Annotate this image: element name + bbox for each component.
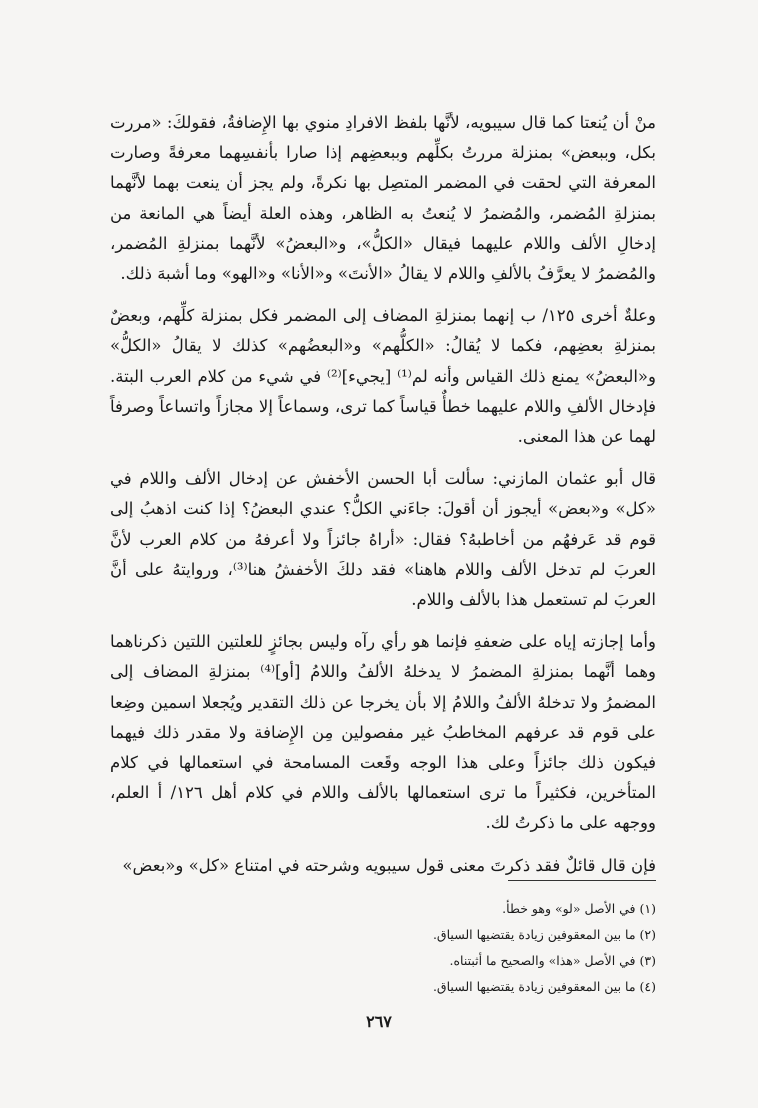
footnote-divider — [508, 880, 656, 881]
main-text — [110, 108, 656, 881]
footnote-3: (٣) في الأصل «هذا» والصحيح ما أثبتناه. — [449, 953, 656, 968]
footnote-4: (٤) ما بين المعقوفين زيادة يقتضيها السياق. — [432, 979, 656, 994]
footnotes — [256, 896, 656, 1000]
paragraph-2: وعلةٌ أخرى ١٢٥/ ب إنهما بمنزلةِ المضاف إلى المضمر فكل بمنزلة كلِّهم، وبعضٌ بمنزلةِ بعضِهم، فكما لا يُقالُ: «الكلُّهم» و«البعضُهم» كذلك لا يقالُ «الكلُّ» و«البعضُ» يمنع ذلك القياس وأنه لم⁽¹⁾ [يجيء]⁽²⁾ في شيء من كلام العرب البتة. فإدخال الألفِ واللام عليهما خطأٌ قياساً كما ترى، وسماعاً إلا مجازاً واتساعاً وصرفاً لهما عن هذا المعنى. — [110, 306, 656, 447]
paragraph-3: قال أبو عثمان المازني: سألت أبا الحسن الأخفش عن إدخال الألف واللام في «كل» و«بعض» أيجوز أن أقولَ: جاءَني الكلُّ؟ عندي البعضُ؟ إذا كنت اذهبُ إلى قوم قد عَرفهُم من أخاطبهُ؟ فقال: «أراهُ جائزاً ولا أعرفهُ من كلام العرب لأنَّ العربَ لم تدخل الألف واللام هاهنا» فقد دلكَ الأخفشُ هنا⁽³⁾، وروايتهُ على أنَّ العربَ لم تستعمل هذا بالألف واللام. — [110, 469, 656, 610]
footnote-2: (٢) ما بين المعقوفين زيادة يقتضيها السياق. — [432, 927, 656, 942]
page-number: ٢٦٧ — [366, 1012, 392, 1031]
paragraph-4: وأما إجازته إياه على ضعفهِ فإنما هو رأي رآه وليس بجائزٍ للعلتين اللتين ذكرناهما وهما أنَّهما بمنزلةِ المضمرُ لا يدخلهُ الألفُ واللامُ [أو]⁽⁴⁾ بمنزلةِ المضاف إلى المضمرُ ولا تدخلهُ الألفُ واللامُ إلا بأن يخرجا عن ذلك التقدير ويُجعلا اسمين وضِعا على قوم قد عرفهم المخاطبُ غير مفصولين مِن الإِضافة ولا مقدر ذلك فيهما فيكون ذلك جائزاً وعلى هذا الوجه وقَعت المسامحة في استعمالها في كلام المتأخرين، فكثيراً ما ترى استعمالها بالألف واللام في كلام أهل ١٢٦/ أ العلم، ووجهه على ما ذكرتُ لك. — [110, 632, 656, 833]
paragraph-5: فإن قال قائلٌ فقد ذكرتَ معنى قول سيبويه وشرحته في امتناع «كل» و«بعض» — [122, 855, 656, 875]
paragraph-1: منْ أن يُنعتا كما قال سيبويه، لأنَّها بلفظ الافرادِ منوي بها الإِضافةُ، فقولكَ: «مررت بكل، وببعض» بمنزلة مررتُ بكلِّهم وببعضِهم إذا صارا بأنفسِهما معرفةً وصارت المعرفة التي لحقت في المضمر المتصِل بها نكرةً، ولم يجز أن ينعت بهما لأنَّهما بمنزلةِ المُضمر، والمُضمرُ لا يُنعتُ به الظاهر، وهذه العلة أيضاً هي المانعة من إدخالِ الألف واللام عليهما فيقال «الكلُّ»، و«البعضُ» لأنَّهما بمنزلةِ المُضمر، والمُضمرُ لا يعرَّفُ بالألفِ واللام لا يقالُ «الأنتَ» و«الأنا» و«الهو» وما أشبهَ ذلك. — [110, 113, 656, 284]
footnote-1: (١) في الأصل «لو» وهو خطأ. — [502, 901, 656, 916]
